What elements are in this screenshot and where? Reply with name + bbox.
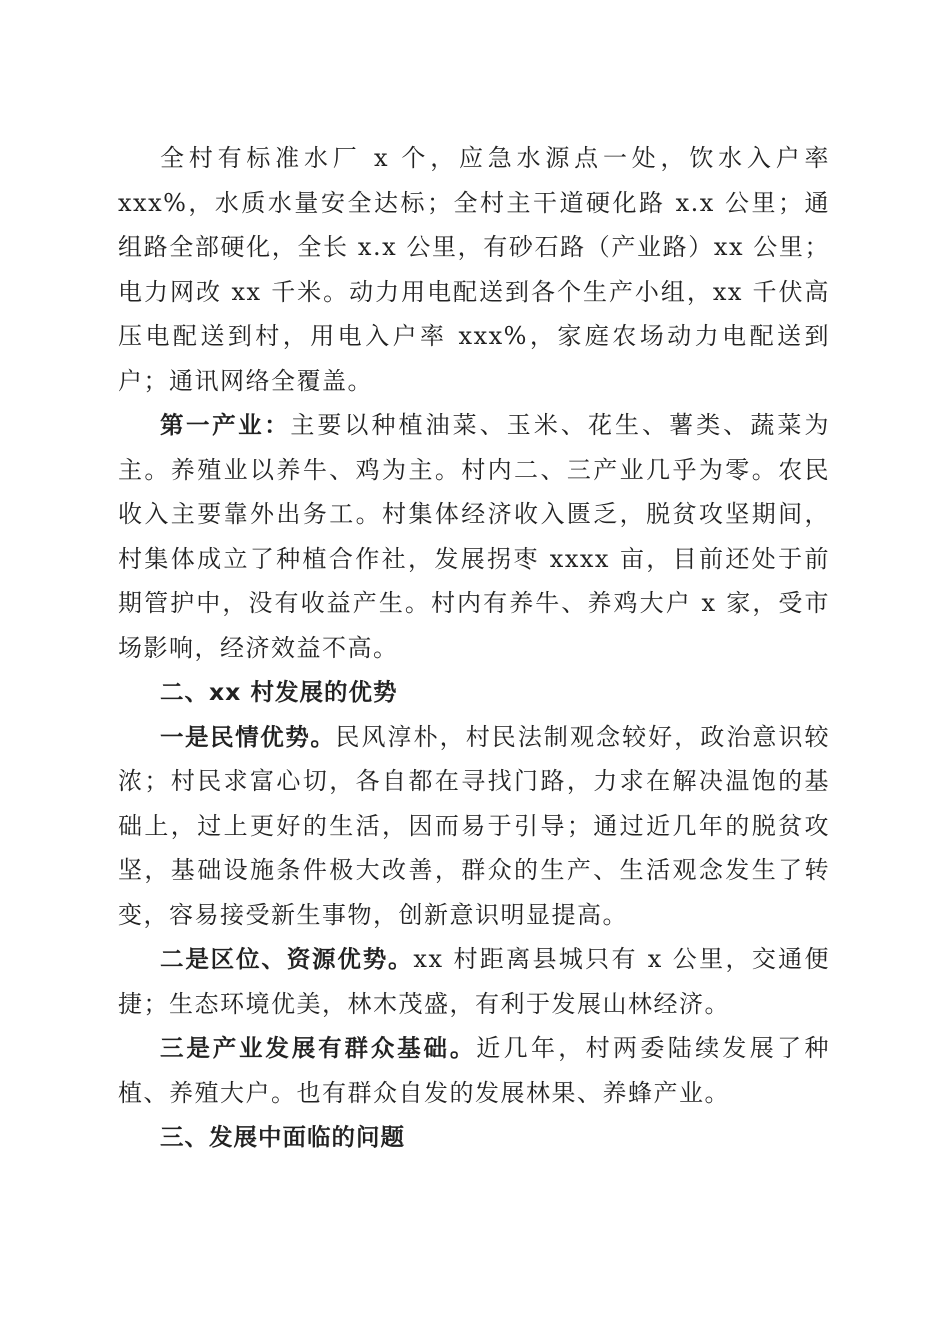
paragraph-lead-industry-base: 三是产业发展有群众基础。 — [160, 1034, 477, 1062]
paragraph-text-location-resources: xx 村距离县城只有 x 公里，交通便捷；生态环境优美，林木茂盛，有利于发展山林经济。 — [118, 945, 830, 1018]
document-body — [118, 136, 830, 1160]
paragraph-public-sentiment — [118, 715, 830, 938]
paragraph-text-public-sentiment: 民风淳朴，村民法制观念较好，政治意识较浓；村民求富心切，各自都在寻找门路，力求在解决温饱的基础上，过上更好的生活，因而易于引导；通过近几年的脱贫攻坚，基础设施条件极大改善，群众的生产、生活观念发生了转变，容易接受新生事物，创新意识明显提高。 — [118, 722, 831, 929]
paragraph-location-resources — [118, 937, 830, 1026]
paragraph-text-primary-industry: 主要以种植油菜、玉米、花生、薯类、蔬菜为主。养殖业以养牛、鸡为主。村内二、三产业几乎为零。农民收入主要靠外出务工。村集体经济收入匮乏，脱贫攻坚期间，村集体成立了种植合作社，发展拐枣 xxxx 亩，目前还处于前期管护中，没有收益产生。村内有养牛、养鸡大户 x 家，受市场影响，经济效益不高。 — [118, 411, 830, 662]
section-heading-advantages: 二、xx 村发展的优势 — [160, 678, 398, 706]
paragraph-infrastructure: 全村有标准水厂 x 个，应急水源点一处，饮水入户率 xxx%，水质水量安全达标；全村主干道硬化路 x.x 公里；通组路全部硬化，全长 x.x 公里，有砂石路（产业路）xx 公里；电力网改 xx 千米。动力用电配送到各个生产小组，xx 千伏高压电配送到村，用电入户率 xxx%，家庭农场动力电配送到户；通讯网络全覆盖。 — [118, 144, 830, 395]
paragraph-lead-primary-industry: 第一产业： — [160, 411, 291, 439]
paragraph-lead-public-sentiment: 一是民情优势。 — [160, 722, 336, 751]
paragraph-primary-industry — [118, 403, 830, 670]
section-heading-problems: 三、发展中面临的问题 — [160, 1123, 405, 1151]
paragraph-text-industry-base: 近几年，村两委陆续发展了种植、养殖大户。也有群众自发的发展林果、养蜂产业。 — [118, 1034, 830, 1107]
paragraph-industry-base — [118, 1026, 830, 1115]
paragraph-lead-location-resources: 二是区位、资源优势。 — [160, 945, 414, 973]
